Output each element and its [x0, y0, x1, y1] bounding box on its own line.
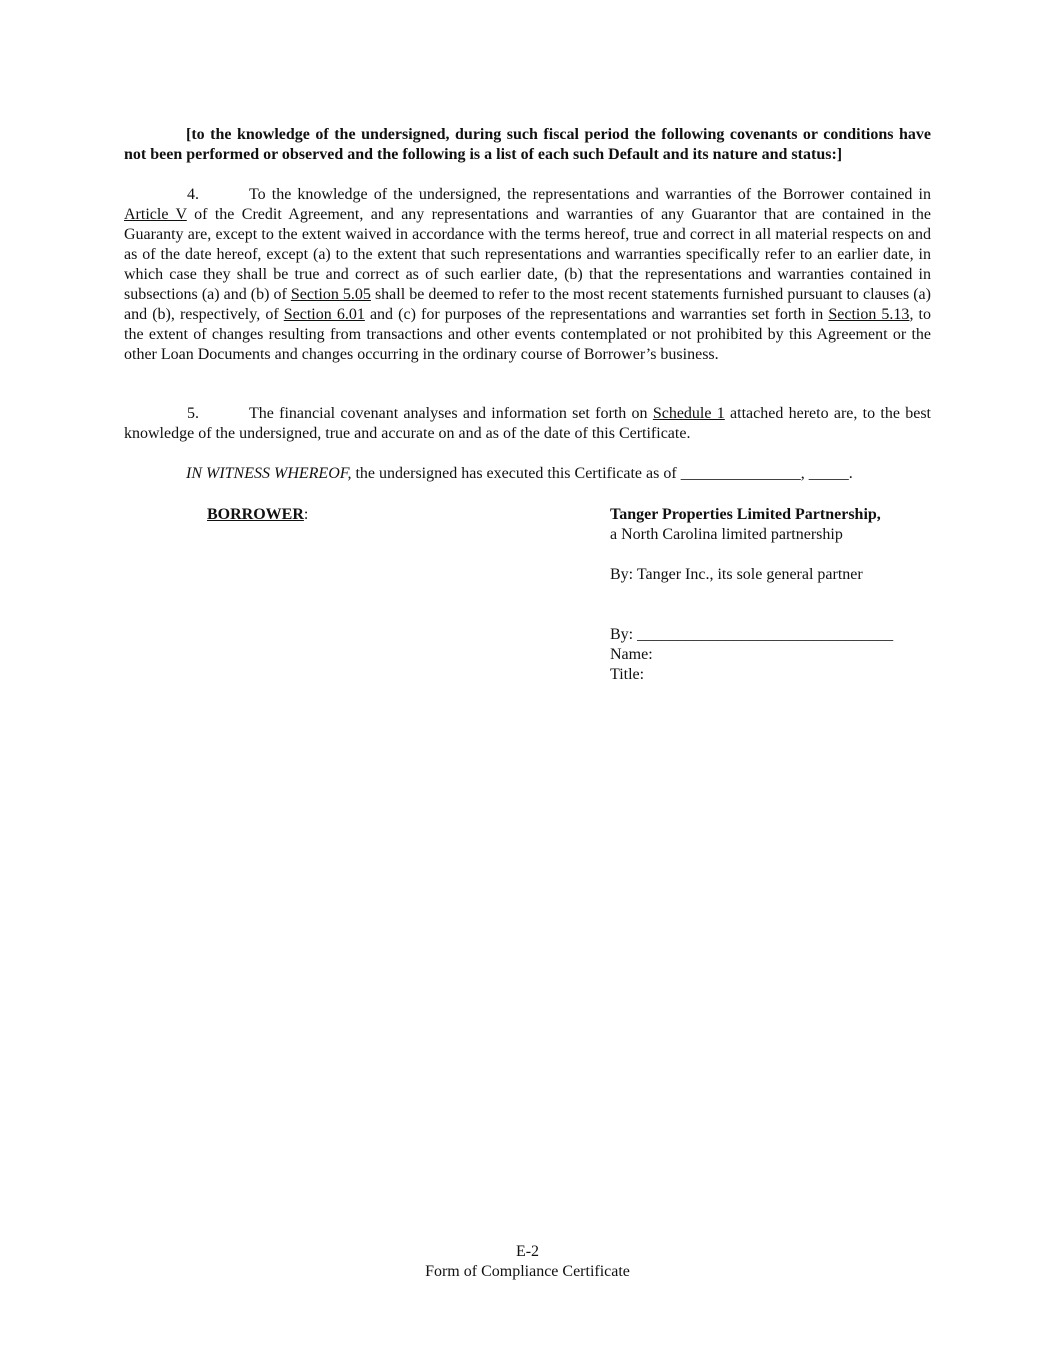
signature-title-label: Title:	[610, 666, 645, 683]
witness-whereof-phrase: IN WITNESS WHEREOF,	[186, 465, 352, 482]
article-v-reference: Article V	[124, 206, 187, 223]
entity-name: Tanger Properties Limited Partnership,	[610, 506, 881, 523]
paragraph-5	[124, 404, 931, 444]
page-footer	[0, 1242, 1055, 1282]
paragraph-4-number: 4.	[187, 186, 199, 203]
borrower-label	[207, 505, 308, 525]
section-6-01-reference: Section 6.01	[283, 306, 365, 323]
borrower-colon: :	[303, 506, 309, 523]
borrower-heading: BORROWER	[207, 506, 304, 523]
signature-block	[610, 505, 940, 685]
bracketed-default-statement: [to the knowledge of the undersigned, during such fiscal period the following covenants or conditions have not been performed or observed and the following is a list of each such Default and its nature and status:]	[124, 126, 931, 163]
section-5-05-reference: Section 5.05	[290, 286, 371, 303]
witness-text: the undersigned has executed this Certificate as of _______________, _____.	[351, 465, 853, 482]
p4-text-3: shall be deemed to refer to the most recent statements furnished pursuant to clauses (a) and (b), respectively, of	[124, 286, 931, 323]
p4-text-1: To the knowledge of the undersigned, the representations and warranties of the Borrower contained in	[249, 186, 931, 203]
footer-document-title: Form of Compliance Certificate	[425, 1263, 630, 1280]
general-partner-line: By: Tanger Inc., its sole general partner	[610, 566, 863, 583]
p4-text-2: of the Credit Agreement, and any representations and warranties of any Guarantor that are contained in the Guaranty are, except to the extent waived in accordance with the terms hereof, true and correct in all material respects on and as of the date hereof, except (a) to the extent that such representations and warranties specifically refer to an earlier date, in which case they shall be true and correct as of such earlier date, (b) that the representations and warranties contained in subsections (a) and (b) of	[124, 206, 931, 303]
p4-text-5: , to the extent of changes resulting from transactions and other events contemplated or not prohibited by this Agreement or the other Loan Documents and changes occurring in the ordinary course of Borrower’s business.	[124, 306, 931, 363]
schedule-1-reference: Schedule 1	[652, 405, 725, 422]
paragraph-5-number: 5.	[187, 405, 199, 422]
witness-clause	[186, 464, 931, 484]
paragraph-4	[124, 185, 931, 365]
p4-text-4: and (c) for purposes of the representations and warranties set forth in	[364, 306, 829, 323]
page-number: E-2	[515, 1243, 540, 1260]
p5-text-1: The financial covenant analyses and information set forth on	[249, 405, 653, 422]
entity-type: a North Carolina limited partnership	[610, 526, 843, 543]
p5-text-2: attached hereto are, to the best knowledge of the undersigned, true and accurate on and as of the date of this Certificate.	[124, 405, 932, 442]
section-5-13-reference: Section 5.13	[828, 306, 910, 323]
signature-by-line: By: ________________________________	[610, 626, 894, 643]
signature-name-label: Name:	[610, 646, 653, 663]
